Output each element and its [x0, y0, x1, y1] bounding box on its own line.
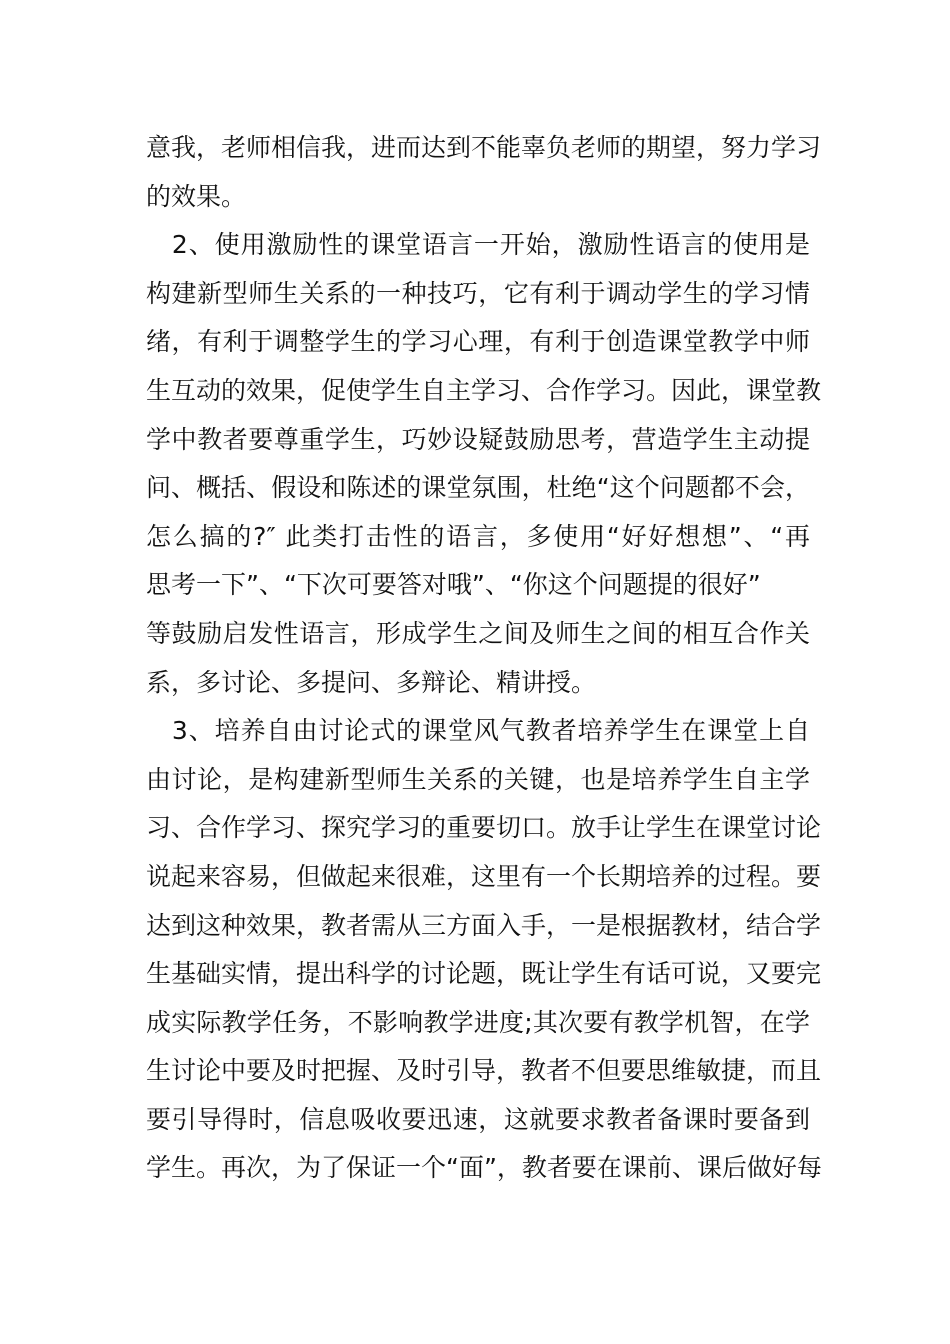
text-line: 系，多讨论、多提问、多辩论、精讲授。	[146, 667, 597, 697]
text-line: 达到这种效果，教者需从三方面入手，一是根据教材，结合学	[146, 910, 822, 940]
text-line: 说起来容易，但做起来很难，这里有一个长期培养的过程。要	[146, 861, 822, 891]
text-line: 生基础实情，提出科学的讨论题，既让学生有话可说，又要完	[146, 959, 822, 989]
text-line: 怎么搞的?″ 此类打击性的语言，多使用“好好想想”、“再	[146, 521, 810, 551]
text-line: 由讨论，是构建新型师生关系的关键，也是培养学生自主学	[146, 764, 810, 794]
paragraph-2	[146, 221, 822, 707]
text-line: 问、概括、假设和陈述的课堂氛围，杜绝“这个问题都不会，	[146, 473, 810, 503]
text-line: 构建新型师生关系的一种技巧，它有利于调动学生的学习情	[146, 278, 810, 308]
paragraph-3	[146, 707, 822, 1193]
text-line: 3、培养自由讨论式的课堂风气教者培养学生在课堂上自	[146, 716, 810, 746]
document-body	[146, 124, 822, 1193]
text-line: 生互动的效果，促使学生自主学习、合作学习。因此，课堂教	[146, 375, 822, 405]
text-line: 绪，有利于调整学生的学习心理，有利于创造课堂教学中师	[146, 327, 810, 357]
text-line: 学生。再次，为了保证一个“面”，教者要在课前、课后做好每	[146, 1153, 822, 1183]
paragraph-1	[146, 124, 822, 221]
text-line: 等鼓励启发性语言，形成学生之间及师生之间的相互合作关	[146, 618, 810, 648]
text-line: 思考一下”、“下次可要答对哦”、“你这个问题提的很好”	[146, 570, 761, 600]
text-line: 要引导得时，信息吸收要迅速，这就要求教者备课时要备到	[146, 1104, 810, 1134]
text-line: 2、使用激励性的课堂语言一开始，激励性语言的使用是	[146, 230, 810, 260]
text-line: 学中教者要尊重学生，巧妙设疑鼓励思考，营造学生主动提	[146, 424, 810, 454]
text-line: 生讨论中要及时把握、及时引导，教者不但要思维敏捷，而且	[146, 1056, 822, 1086]
text-line: 的效果。	[146, 181, 247, 211]
text-line: 习、合作学习、探究学习的重要切口。放手让学生在课堂讨论	[146, 813, 822, 843]
text-line: 意我，老师相信我，进而达到不能辜负老师的期望，努力学习	[146, 133, 822, 162]
text-line: 成实际教学任务，不影响教学进度;其次要有教学机智，在学	[146, 1007, 810, 1037]
